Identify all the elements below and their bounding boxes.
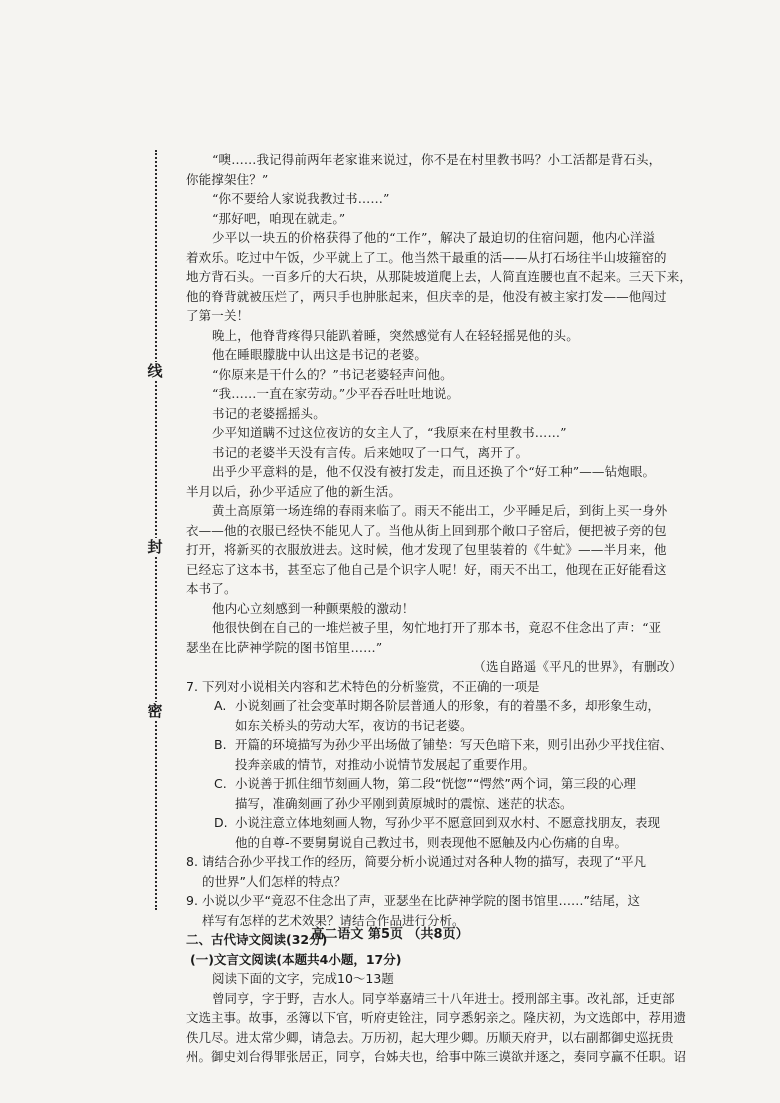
question-number: 8. bbox=[186, 854, 198, 869]
question-line: 样写有怎样的艺术效果？请结合作品进行分析。 bbox=[202, 912, 465, 928]
classical-line: 曾同亨，字于野，吉水人。同亨举嘉靖三十八年进士。授刑部主事。改礼部，迁吏部 bbox=[212, 990, 675, 1006]
classical-line: 州。御史刘台得罪张居正，同亨，台姊夫也，给事中陈三谟欲并逐之，奏同亨赢不任职。诏 bbox=[186, 1049, 687, 1064]
passage-line: 地方背石头。一百多斤的大石块，从那陡坡道爬上去，人简直连腰也直不起来。三天下来， bbox=[186, 269, 693, 284]
question-number: 7. bbox=[186, 678, 198, 694]
option-label: B. bbox=[214, 737, 227, 752]
passage-line: 出乎少平意料的是，他不仅没有被打发走，而且还换了个“好工种”——钻炮眼。 bbox=[212, 464, 656, 479]
option-text: 小说注意立体地刻画人物，写孙少平不愿意回到双水村、不愿意找朋友，表现 bbox=[235, 815, 661, 830]
passage-line: 打开，将新买的衣服放进去。这时候，他才发现了包里装着的《牛虻》——半月来，他 bbox=[186, 542, 667, 557]
passage-line: 晚上，他脊背疼得只能趴着睡，突然感觉有人在轻轻摇晃他的头。 bbox=[212, 327, 579, 343]
question-number: 9. bbox=[186, 893, 198, 908]
question-line: 的世界”人们怎样的特点？ bbox=[202, 873, 346, 889]
passage-line: 半月以后，孙少平适应了他的新生活。 bbox=[186, 483, 402, 499]
page-footer: 高二语文 第5页 （共8页） bbox=[311, 927, 469, 942]
question-list bbox=[186, 677, 688, 931]
option-text: 开篇的环境描写为孙少平出场做了铺垫：写天色暗下来，则引出孙少平找住宿、 bbox=[235, 737, 673, 752]
passage-line: 本书了。 bbox=[186, 581, 237, 596]
passage-line: 书记的老婆半天没有言传。后来她叹了一口气，离开了。 bbox=[212, 444, 529, 460]
passage-line: 黄土高原第一场连绵的春雨来临了。雨天不能出工，少平睡足后，到街上买一身外 bbox=[212, 503, 668, 518]
reading-passage bbox=[186, 150, 693, 657]
answer-option bbox=[186, 716, 688, 736]
question-line: 小说以少平“竟忍不住念出了声，亚瑟坐在比萨神学院的图书馆里……”结尾，这 bbox=[202, 893, 640, 908]
answer-option bbox=[186, 696, 688, 716]
question-text bbox=[186, 872, 688, 892]
option-text: 小说刻画了社会变革时期各阶层普通人的形象，有的着墨不多，却形象生动， bbox=[235, 698, 661, 713]
option-text: 小说善于抓住细节刻画人物，第二段“恍惚”“愕然”两个词，第三段的心理 bbox=[235, 776, 636, 791]
passage-line: 衣——他的衣服已经快不能见人了。当他从街上回到那个敞口子窑后，便把被子旁的包 bbox=[186, 522, 667, 538]
reading-instruction: 阅读下面的文字，完成10～13题 bbox=[212, 971, 394, 986]
passage-line: 你能撑架住？” bbox=[186, 171, 269, 187]
question-line: 下列对小说相关内容和艺术特色的分析鉴赏，不正确的一项是 bbox=[202, 678, 540, 694]
passage-line: 着欢乐。吃过中午饭，少平就上了工。他当然干最重的活——从打石场往半山坡箍窑的 bbox=[186, 249, 667, 265]
answer-option bbox=[186, 794, 688, 814]
classical-line: 文选主事。故事，丞簿以下官，听府吏铨注，同亨悉躬亲之。隆庆初，为文选郎中，荐用遗 bbox=[186, 1010, 687, 1025]
passage-line: 少平知道瞒不过这位夜访的女主人了，“我原来在村里教书……” bbox=[212, 425, 567, 440]
option-text: 如东关桥头的劳动大军，夜访的书记老婆。 bbox=[235, 717, 473, 733]
passage-line: “噢……我记得前两年老家谁来说过，你不是在村里教书吗？小工活都是背石头， bbox=[212, 152, 662, 167]
question-text bbox=[186, 677, 688, 697]
passage-line: “我……一直在家劳动。”少平吞吞吐吐地说。 bbox=[212, 386, 460, 401]
passage-line: 他在睡眼朦胧中认出这是书记的老婆。 bbox=[212, 347, 428, 362]
passage-line: 书记的老婆摇摇头。 bbox=[212, 405, 326, 421]
option-label: A. bbox=[214, 698, 227, 713]
question-item bbox=[186, 852, 688, 891]
question-text bbox=[186, 891, 688, 911]
answer-option bbox=[186, 813, 688, 833]
passage-line: “那好吧，咱现在就走。” bbox=[212, 210, 346, 226]
classical-passage bbox=[186, 989, 688, 1067]
option-label: D. bbox=[214, 815, 228, 830]
option-text: 他的自尊-不要舅舅说自己教过书，则表现他不愿触及内心伤痛的自卑。 bbox=[235, 834, 628, 850]
question-line: 请结合孙少平找工作的经历，简要分析小说通过对各种人物的描写，表现了“平凡 bbox=[202, 854, 646, 869]
passage-line: “你原来是干什么的？”书记老婆轻声问他。 bbox=[212, 366, 453, 382]
passage-line: 了第一关！ bbox=[186, 308, 250, 323]
answer-option bbox=[186, 833, 688, 853]
answer-option bbox=[186, 774, 688, 794]
passage-line: 他的脊背就被压烂了，两只手也肿胀起来，但庆幸的是，他没有被主家打发——他闯过 bbox=[186, 288, 667, 304]
passage-line: 已经忘了这本书，甚至忘了他自己是个识字人呢！好，雨天不出工，他现在正好能看这 bbox=[186, 561, 667, 577]
passage-line: 他很快倒在自己的一堆烂被子里，匆忙地打开了那本书，竟忍不住念出了声：“亚 bbox=[212, 620, 662, 635]
option-text: 描写，准确刻画了孙少平刚到黄原城时的震惊、迷茫的状态。 bbox=[235, 795, 573, 811]
question-text bbox=[186, 852, 688, 872]
section-heading: 二、古代诗文阅读(32分) bbox=[186, 932, 328, 947]
passage-line: “你不要给人家说我教过书……” bbox=[212, 191, 390, 206]
binding-label-mi: 密 bbox=[143, 702, 167, 720]
option-text: 投奔亲戚的情节，对推动小说情节发展起了重要作用。 bbox=[235, 756, 536, 772]
question-item bbox=[186, 677, 688, 853]
answer-option bbox=[186, 735, 688, 755]
binding-label-xian: 线 bbox=[143, 362, 167, 380]
passage-line: 瑟坐在比萨神学院的图书馆里……” bbox=[186, 639, 383, 655]
subsection-heading: (一)文言文阅读(本题共4小题，17分) bbox=[190, 951, 402, 967]
binding-label-feng: 封 bbox=[143, 538, 167, 556]
classical-line: 佚几尽。进太常少卿，请急去。万历初，起大理少卿。历顺天府尹，以右副都御史巡抚贵 bbox=[186, 1029, 674, 1045]
answer-option bbox=[186, 755, 688, 775]
binding-dotted-line bbox=[155, 150, 157, 910]
option-label: C. bbox=[214, 776, 227, 791]
passage-source: （选自路遥《平凡的世界》，有删改） bbox=[473, 659, 682, 674]
passage-line: 少平以一块五的价格获得了他的“工作”，解决了最迫切的住宿问题，他内心洋溢 bbox=[212, 230, 656, 245]
passage-line: 他内心立刻感到一种颤栗般的激动！ bbox=[212, 600, 415, 616]
